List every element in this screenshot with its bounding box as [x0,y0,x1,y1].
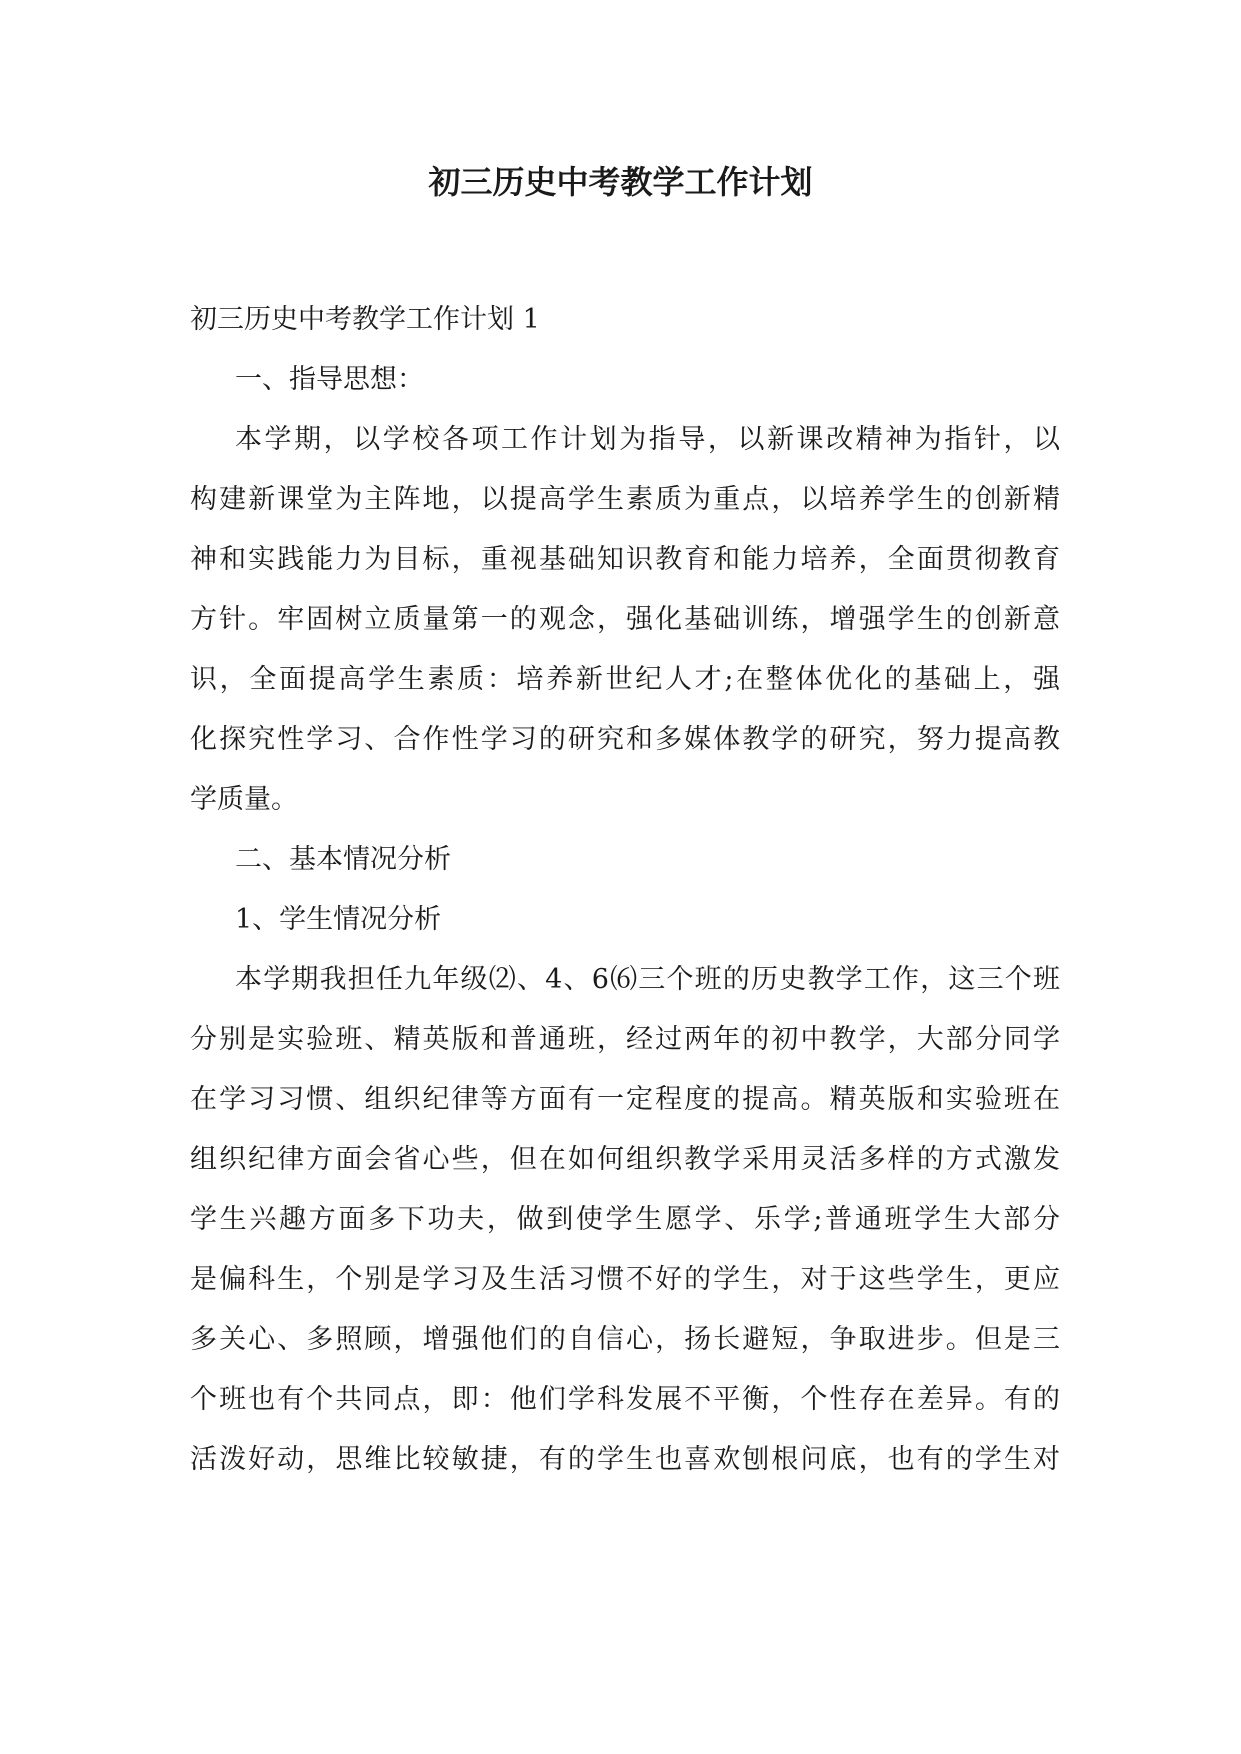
paragraph-line: 个班也有个共同点，即：他们学科发展不平衡，个性存在差异。有的 [190,1384,1060,1415]
paragraph-line: 是偏科生，个别是学习及生活习惯不好的学生，对于这些学生，更应 [190,1264,1060,1295]
paragraph-line: 多关心、多照顾，增强他们的自信心，扬长避短，争取进步。但是三 [190,1324,1060,1355]
document-body [190,290,1060,1490]
paragraph-line: 本学期，以学校各项工作计划为指导，以新课改精神为指针，以 [235,424,1060,455]
paragraph-line: 化探究性学习、合作性学习的研究和多媒体教学的研究，努力提高教 [190,724,1060,755]
paragraph-line: 构建新课堂为主阵地，以提高学生素质为重点，以培养学生的创新精 [190,484,1060,515]
paragraph-line: 学生兴趣方面多下功夫，做到使学生愿学、乐学;普通班学生大部分 [190,1204,1060,1235]
paragraph-line: 活泼好动，思维比较敏捷，有的学生也喜欢刨根问底，也有的学生对 [190,1444,1060,1475]
section-heading: 一、指导思想： [235,364,424,395]
paragraph-line: 在学习习惯、组织纪律等方面有一定程度的提高。精英版和实验班在 [190,1084,1060,1115]
section-heading: 1、学生情况分析 [235,904,442,935]
document-title: 初三历史中考教学工作计划 [428,163,813,201]
paragraph-line: 学质量。 [190,784,298,815]
section-heading: 初三历史中考教学工作计划 1 [190,304,540,335]
section-heading: 二、基本情况分析 [235,844,451,875]
paragraph-line: 分别是实验班、精英版和普通班，经过两年的初中教学，大部分同学 [190,1024,1060,1055]
paragraph-line: 神和实践能力为目标，重视基础知识教育和能力培养，全面贯彻教育 [190,544,1060,575]
paragraph-line: 组织纪律方面会省心些，但在如何组织教学采用灵活多样的方式激发 [190,1144,1060,1175]
paragraph-line: 识，全面提高学生素质：培养新世纪人才;在整体优化的基础上，强 [190,664,1060,695]
paragraph-line: 方针。牢固树立质量第一的观念，强化基础训练，增强学生的创新意 [190,604,1060,635]
paragraph-line: 本学期我担任九年级⑵、4、6⑹三个班的历史教学工作，这三个班 [235,964,1060,995]
